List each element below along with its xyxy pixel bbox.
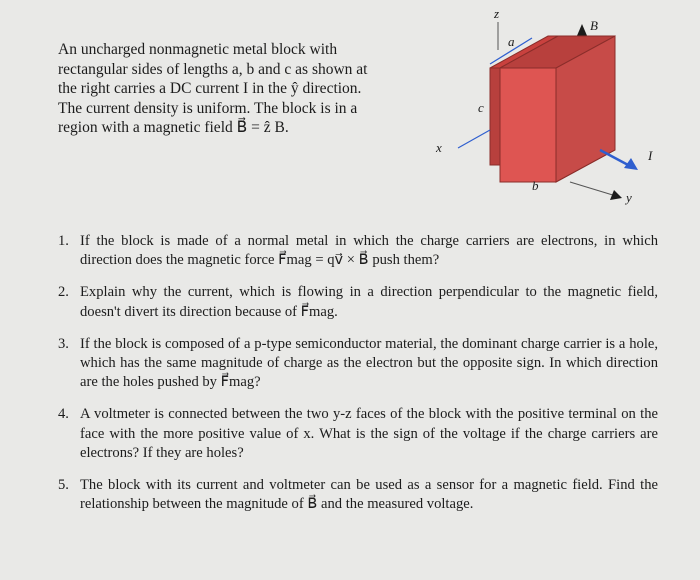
- dimension-b-label: b: [532, 178, 539, 193]
- question-item: [58, 335, 658, 393]
- y-axis-line: [570, 182, 616, 196]
- question-text: The block with its current and voltmeter can be used as a sensor for a magnetic field. Find the relationship between the magnitude of B⃗ and the measured voltage.: [80, 477, 658, 513]
- question-item: [58, 283, 658, 321]
- dimension-a-label: a: [508, 34, 515, 49]
- block-front-face: [500, 68, 556, 182]
- current-label: I: [648, 148, 653, 163]
- x-axis-line: [458, 130, 490, 148]
- question-number: 2.: [58, 284, 69, 301]
- current-arrow: [600, 150, 630, 166]
- question-text: If the block is made of a normal metal in which the charge carriers are electrons, in which direction does the magnetic force F⃗mag = qv⃗ × B⃗ push them?: [80, 233, 658, 269]
- question-number: 5.: [58, 477, 69, 494]
- question-item: [58, 232, 658, 270]
- question-text: A voltmeter is connected between the two y-z faces of the block with the positive terminal on the face with the more positive value of x. What is the sign of the voltage if the charge carriers are electrons? If they are holes?: [80, 406, 658, 461]
- block-figure: [420, 0, 700, 215]
- x-axis-label: x: [436, 140, 442, 155]
- problem-statement: [58, 40, 388, 138]
- question-number: 4.: [58, 406, 69, 423]
- dimension-c-label: c: [478, 100, 484, 115]
- y-axis-label: y: [626, 190, 632, 205]
- problem-intro-text: An uncharged nonmagnetic metal block with rectangular sides of lengths a, b and c as shown at the right carries a DC current I in the ŷ direction. The current density is uniform. The block is in a region with a magnetic field B⃗ = ẑ B.: [58, 41, 368, 137]
- z-axis-label: z: [494, 6, 500, 21]
- question-number: 1.: [58, 233, 69, 249]
- question-text: Explain why the current, which is flowing in a direction perpendicular to the magnetic field, doesn't divert its direction because of F⃗mag.: [80, 284, 658, 320]
- question-item: [58, 476, 658, 514]
- question-list: [58, 232, 658, 527]
- block-left-face: [490, 68, 500, 165]
- magnetic-field-label: B⃗: [590, 18, 609, 33]
- question-number: 3.: [58, 335, 69, 352]
- block-diagram: [420, 0, 700, 215]
- question-text: If the block is composed of a p-type semiconductor material, the dominant charge carrier is a hole, which has the same magnitude of charge as the electron but the opposite sign. In which direction are the holes pushed by F⃗mag?: [80, 335, 658, 391]
- question-item: [58, 405, 658, 463]
